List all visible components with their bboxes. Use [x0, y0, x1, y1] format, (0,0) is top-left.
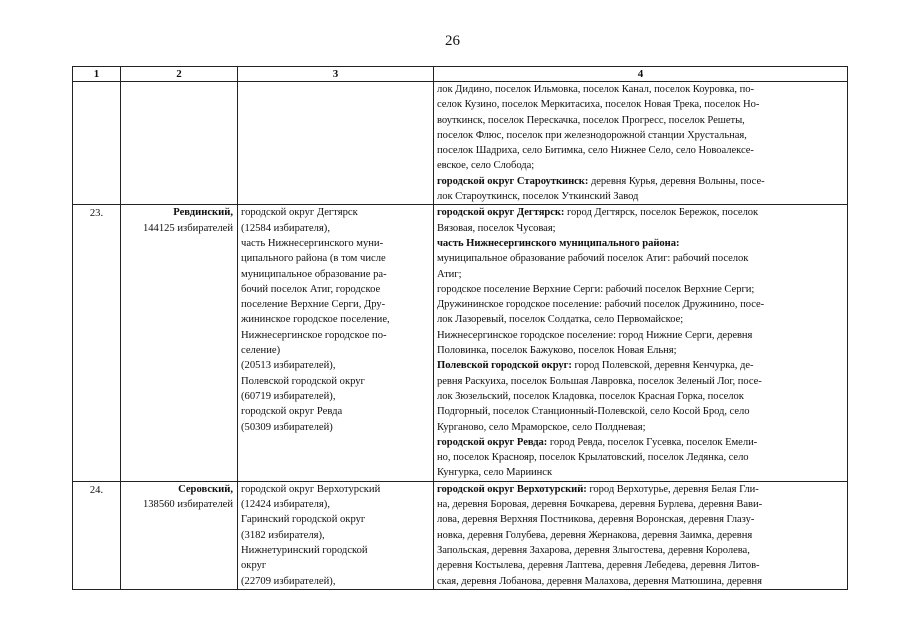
municipality-line: поселение Верхние Серги, Дру-	[241, 299, 386, 311]
district-name-cell	[121, 205, 238, 481]
district-voters: 144125 избирателей	[142, 222, 233, 234]
settlement-line: но, поселок Краснояр, поселок Крылатовский, поселок Ледянка, село	[437, 452, 749, 464]
settlement-line: Половинка, поселок Бажуково, поселок Новая Ельня;	[437, 345, 677, 357]
settlement-district-heading: Полевской городской округ:	[437, 360, 572, 372]
settlement-line: евское, село Слобода;	[437, 160, 535, 172]
settlement-line: муниципальное образование рабочий поселок Атиг: рабочий поселок	[437, 253, 749, 265]
settlement-line: деревня Костылева, деревня Лаптева, деревня Лебедева, деревня Литов-	[437, 560, 760, 572]
settlement-line: новка, деревня Голубева, деревня Жернакова, деревня Заимка, деревня	[437, 529, 753, 541]
settlement-line: Атиг;	[437, 268, 462, 280]
settlement-line: городской округ Верхотурский: город Верхотурье, деревня Белая Гли-	[437, 483, 759, 495]
column-header-3: 3	[238, 67, 434, 82]
district-number-cell: 23.	[73, 205, 121, 481]
settlement-line: Вязовая, поселок Чусовая;	[437, 222, 556, 234]
settlement-line: лок Дидино, поселок Ильмовка, поселок Канал, поселок Коуровка, по-	[437, 84, 754, 95]
municipality-line: городской округ Верхотурский	[241, 483, 381, 495]
settlements-cell	[434, 481, 848, 589]
settlement-line: Кунгурка, село Мариинск	[437, 467, 553, 479]
municipality-line: бочий поселок Атиг, городское	[241, 283, 381, 295]
settlement-line: селок Кузино, поселок Меркитасиха, поселок Новая Трека, поселок Но-	[437, 99, 760, 111]
district-name: Серовский,	[178, 483, 233, 495]
municipality-line: Нижнетуринский городской	[241, 544, 368, 556]
municipality-line: (20513 избирателей),	[241, 360, 336, 372]
municipality-line: ципального района (в том числе	[241, 253, 386, 265]
district-name-cell	[121, 82, 238, 205]
district-voters: 138560 избирателей	[142, 499, 233, 511]
settlement-line: Подгорный, поселок Станционный-Полевской, село Косой Брод, село	[437, 406, 750, 418]
settlement-line: городское поселение Верхние Серги: рабочий поселок Верхние Серги;	[437, 283, 755, 295]
municipality-line: жининское городское поселение,	[241, 314, 390, 326]
municipality-line: (12424 избирателя),	[241, 499, 330, 511]
municipality-line: (12584 избирателя),	[241, 222, 330, 234]
settlement-line: Нижнесергинское городское поселение: город Нижние Серги, деревня	[437, 329, 753, 341]
settlement-line: поселок Флюс, поселок при железнодорожной станции Хрустальная,	[437, 129, 747, 141]
column-header-4: 4	[434, 67, 848, 82]
municipality-line: Нижнесергинское городское по-	[241, 329, 387, 341]
district-number-cell: 24.	[73, 481, 121, 589]
settlement-district-heading: городской округ Дегтярск:	[437, 207, 565, 219]
column-header-1: 1	[73, 67, 121, 82]
municipality-line: (60719 избирателей),	[241, 390, 336, 402]
settlement-line: воуткинск, поселок Перескачка, поселок Прогресс, поселок Решеты,	[437, 114, 745, 126]
settlement-line: поселок Шадриха, село Битимка, село Нижнее Село, село Новоалексе-	[437, 145, 754, 157]
settlement-line: лова, деревня Верхняя Постникова, деревня Воронская, деревня Глазу-	[437, 514, 755, 526]
settlement-line: городской округ Ревда: город Ревда, поселок Гусевка, поселок Емели-	[437, 436, 758, 448]
municipality-line: (3182 избирателя),	[241, 529, 325, 541]
districts-table	[72, 66, 848, 590]
settlement-line: Дружининское городское поселение: рабочий поселок Дружинино, посе-	[437, 299, 765, 311]
table-row	[73, 205, 848, 481]
municipalities-cell	[238, 205, 434, 481]
settlement-line: лок Староуткинск, поселок Уткинский Завод	[437, 191, 639, 203]
page-number: 26	[445, 33, 460, 49]
municipality-line: муниципальное образование ра-	[241, 268, 387, 280]
settlement-line: ская, деревня Лобанова, деревня Малахова, деревня Матюшина, деревня	[437, 575, 762, 587]
municipality-line: Полевской городской округ	[241, 375, 365, 387]
district-number-cell	[73, 82, 121, 205]
table-header-row	[73, 67, 848, 82]
settlement-line: лок Лазоревый, поселок Солдатка, село Первомайское;	[437, 314, 684, 326]
settlement-line: лок Зюзельский, поселок Кладовка, поселок Красная Горка, поселок	[437, 390, 744, 402]
settlement-line	[437, 236, 844, 251]
column-header-2: 2	[121, 67, 238, 82]
municipality-line: часть Нижнесергинского муни-	[241, 237, 384, 249]
settlement-line: Курганово, село Мраморское, село Полдневая;	[437, 421, 646, 433]
municipality-line: Гаринский городской округ	[241, 514, 366, 526]
municipality-line: селение)	[241, 345, 281, 357]
settlement-district-heading: городской округ Ревда:	[437, 436, 548, 448]
municipality-line: городской округ Дегтярск	[241, 207, 358, 219]
municipality-line: (50309 избирателей)	[241, 421, 333, 433]
settlements-cell	[434, 82, 848, 205]
settlement-line: городской округ Дегтярск: город Дегтярск, поселок Бережок, поселок	[437, 207, 759, 219]
settlement-line: Полевской городской округ: город Полевской, деревня Кенчурка, де-	[437, 360, 754, 372]
settlement-line: городской округ Староуткинск: деревня Курья, деревня Волыны, посе-	[437, 175, 765, 187]
settlements-cell	[434, 205, 848, 481]
settlement-district-heading: городской округ Староуткинск:	[437, 175, 589, 187]
table-row	[73, 481, 848, 589]
settlement-line: Запольская, деревня Захарова, деревня Злыгостева, деревня Королева,	[437, 544, 750, 556]
municipality-line: городской округ Ревда	[241, 406, 343, 418]
settlement-line: ревня Раскуиха, поселок Большая Лавровка, поселок Зеленый Лог, посе-	[437, 375, 762, 387]
municipality-line: (22709 избирателей),	[241, 575, 336, 587]
settlement-line: на, деревня Боровая, деревня Бочкарева, деревня Бурлева, деревня Вави-	[437, 499, 763, 511]
municipality-line: округ	[241, 560, 267, 572]
settlement-district-heading: городской округ Верхотурский:	[437, 483, 587, 495]
settlement-district-heading: часть Нижнесергинского муниципального района:	[437, 237, 680, 249]
district-name-cell	[121, 481, 238, 589]
municipalities-cell	[238, 481, 434, 589]
municipalities-cell	[238, 82, 434, 205]
table-row	[73, 82, 848, 205]
district-name: Ревдинский,	[173, 207, 233, 219]
